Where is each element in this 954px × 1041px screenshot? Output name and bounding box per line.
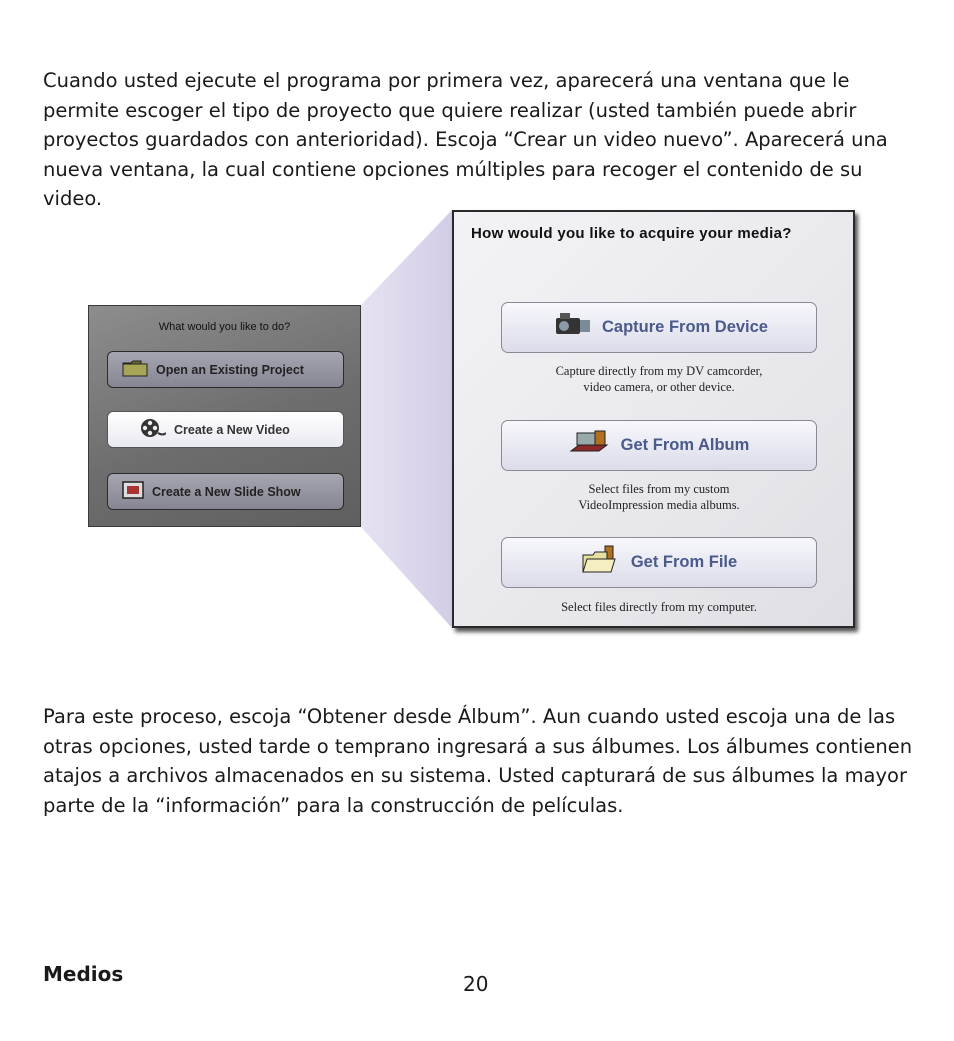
section-name: Medios [43,962,124,986]
open-existing-project-button[interactable] [107,351,344,388]
film-reel-icon [138,417,166,442]
project-type-dialog [88,305,361,527]
button-label: Open an Existing Project [156,362,304,377]
description-line: video camera, or other device. [583,380,735,394]
page-number: 20 [463,972,489,996]
button-label: Capture From Device [602,318,768,336]
capture-from-device-button[interactable] [501,302,817,353]
description-line: VideoImpression media albums. [578,498,740,512]
get-from-file-button[interactable] [501,537,817,588]
acquire-media-dialog [452,210,855,628]
create-new-slide-show-button[interactable] [107,473,344,510]
album-paragraph: Para este proceso, escoja “Obtener desde Álbum”. Aun cuando usted escoja una de las otras opciones, usted tarde o temprano ingresará a sus álbumes. Los álbumes contienen atajos a archivos almacenados en su sistema. Usted capturará de sus álbumes la mayor parte de la “información” para la construcción de películas. [43,705,913,817]
create-new-video-button[interactable] [107,411,344,448]
description-line: Select files directly from my computer. [561,600,757,614]
description-line: Select files from my custom [588,482,730,496]
album-icon [569,429,611,462]
button-label: Get From File [630,553,738,571]
dialog-title: What would you like to do? [158,321,291,333]
folder-open-icon [581,545,621,580]
get-from-album-button[interactable] [501,420,817,471]
button-label: Create a New Slide Show [152,484,301,499]
intro-paragraph: Cuando usted ejecute el programa por primera vez, aparecerá una ventana que le permite escoger el tipo de proyecto que quiere realizar (usted también puede abrir proyectos guardados con anterioridad). Escoja “Crear un video nuevo”. Aparecerá una nueva ventana, la cual contiene opciones múltiples para recoger el contenido de su video. [43,69,888,210]
slideshow-icon [122,481,144,502]
option-description [474,481,844,513]
option-description [474,363,844,395]
description-line: Capture directly from my DV camcorder, [555,364,763,378]
button-label: Get From Album [620,436,750,454]
option-description [474,599,844,615]
camcorder-icon [550,310,592,345]
dialog-title: How would you like to acquire your media? [471,225,792,242]
folder-icon [122,359,148,380]
button-label: Create a New Video [174,422,290,437]
